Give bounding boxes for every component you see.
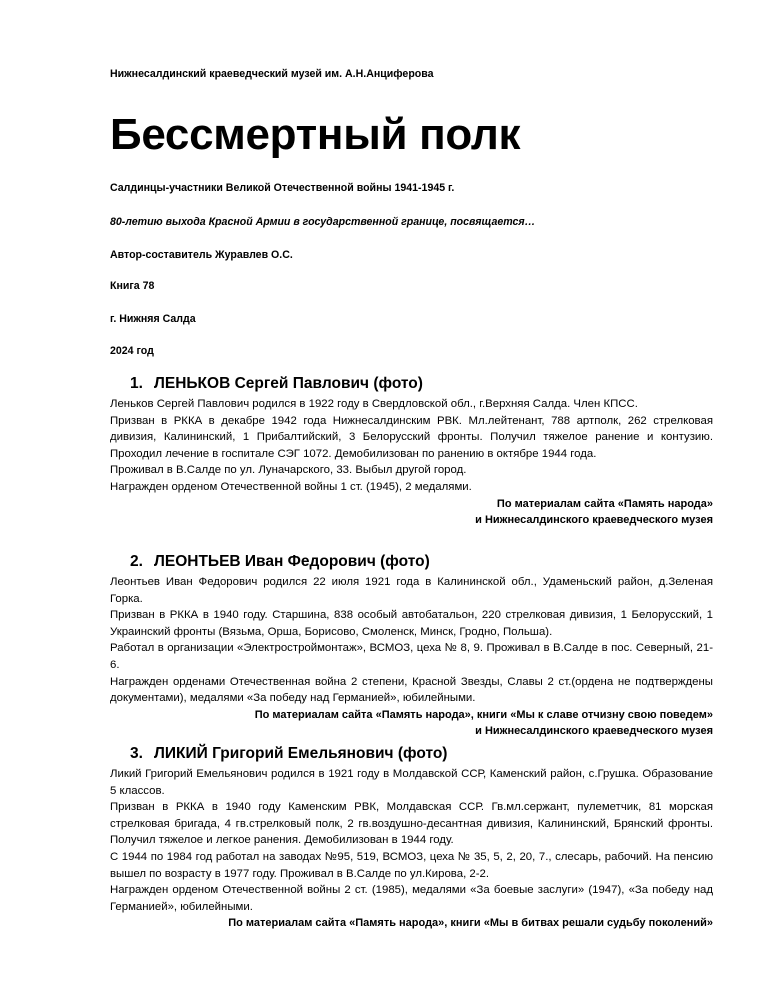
entry-paragraph: Награжден орденом Отечественной войны 2 ст. (1985), медалями «За боевые заслуги» (1947), «За победу над Германией», юбилейными.: [110, 884, 713, 913]
subtitle: Салдинцы-участники Великой Отечественной войны 1941-1945 г.: [110, 182, 455, 194]
entry-title: ЛЕОНТЬЕВ Иван Федорович (фото): [154, 553, 430, 570]
entry-source: и Нижнесалдинского краеведческого музея: [475, 514, 713, 527]
entry-source: По материалам сайта «Память народа», книги «Мы к славе отчизну свою поведем»: [254, 708, 713, 721]
entry-paragraph: Работал в организации «Электростроймонтаж», ВСМОЗ, цеха № 8, 9. Проживал в В.Салде в пос. Северный, 21-6.: [110, 642, 713, 671]
entry-source: и Нижнесалдинского краеведческого музея: [475, 725, 713, 738]
city: г. Нижняя Салда: [110, 313, 196, 325]
author-line: Автор-составитель Журавлев О.С.: [110, 249, 293, 261]
museum-name: Нижнесалдинский краеведческий музей им. А.Н.Анциферова: [110, 68, 434, 80]
entry-heading: [130, 374, 713, 394]
entry-paragraph: Награжден орденами Отечественная война 2 степени, Красной Звезды, Славы 2 ст.(ордена не подтверждены документами), медалями «За победу над Германией», юбилейными.: [110, 675, 713, 705]
page-title: Бессмертный полк: [110, 110, 521, 159]
entry-heading: [130, 552, 713, 572]
entry-paragraph: С 1944 по 1984 год работал на заводах №95, 519, ВСМОЗ, цеха № 35, 5, 2, 20, 7., слесарь, рабочий. На пенсию вышел по возрасту в 1977 году. Проживал в В.Салде по ул.Кирова, 2-2.: [110, 850, 713, 880]
entry-paragraph: Призван в РККА в декабре 1942 года Нижнесалдинским РВК. Мл.лейтенант, 788 артполк, 262 стрелковая дивизия, Калининский, 1 Прибалтийский, 3 Белорусский фронты. Получил тяжелое ранение и контузию. Проходил лечение в госпитале СЭГ 1072. Демобилизован по ранению в октябре 1944 года.: [110, 414, 713, 460]
entry-paragraph: Леонтьев Иван Федорович родился 22 июля 1921 года в Калининской обл., Удаменьский район, д.Зеленая Горка.: [110, 576, 713, 605]
entry-1: [110, 374, 713, 529]
entry-3: [110, 744, 713, 932]
entry-title: ЛЕНЬКОВ Сергей Павлович (фото): [154, 375, 423, 392]
entry-2: [110, 552, 713, 740]
entry-paragraph: Проживал в В.Салде по ул. Луначарского, 33. Выбыл другой город.: [110, 464, 467, 477]
dedication: 80-летию выхода Красной Армии в государственной границе, посвящается…: [110, 216, 536, 228]
entry-paragraph: Леньков Сергей Павлович родился в 1922 году в Свердловской обл., г.Верхняя Салда. Член КПСС.: [110, 398, 638, 410]
book-number: Книга 78: [110, 280, 155, 292]
entry-source: По материалам сайта «Память народа»: [496, 497, 713, 510]
entry-paragraph: Призван в РККА в 1940 году Каменским РВК, Молдавская ССР. Гв.мл.сержант, пулеметчик, 81 морская стрелковая бригада, 4 гв.стрелковый полк, 2 гв.воздушно-десантная дивизия, Калининский, Брянский фронты. Получил тяжелое и легкое ранения. Демобилизован в 1944 году.: [110, 801, 713, 847]
entry-number: 1.: [130, 375, 143, 392]
entry-source: По материалам сайта «Память народа», книги «Мы в битвах решали судьбу поколений»: [228, 917, 713, 930]
entry-number: 3.: [130, 745, 143, 762]
entry-paragraph: Награжден орденом Отечественной войны 1 ст. (1945), 2 медалями.: [110, 480, 472, 493]
entry-paragraph: Призван в РККА в 1940 году. Старшина, 838 особый автобатальон, 220 стрелковая дивизия, 1 Белорусский, 1 Украинский фронты (Вязьма, Орша, Борисово, Смоленск, Минск, Гродно, Польша).: [110, 609, 713, 638]
entry-paragraph: Ликий Григорий Емельянович родился в 1921 году в Молдавской ССР, Каменский район, с.Грушка. Образование 5 классов.: [110, 768, 713, 797]
entry-heading: [130, 744, 713, 764]
year: 2024 год: [110, 345, 154, 357]
entry-title: ЛИКИЙ Григорий Емельянович (фото): [154, 745, 448, 762]
entry-number: 2.: [130, 553, 143, 570]
